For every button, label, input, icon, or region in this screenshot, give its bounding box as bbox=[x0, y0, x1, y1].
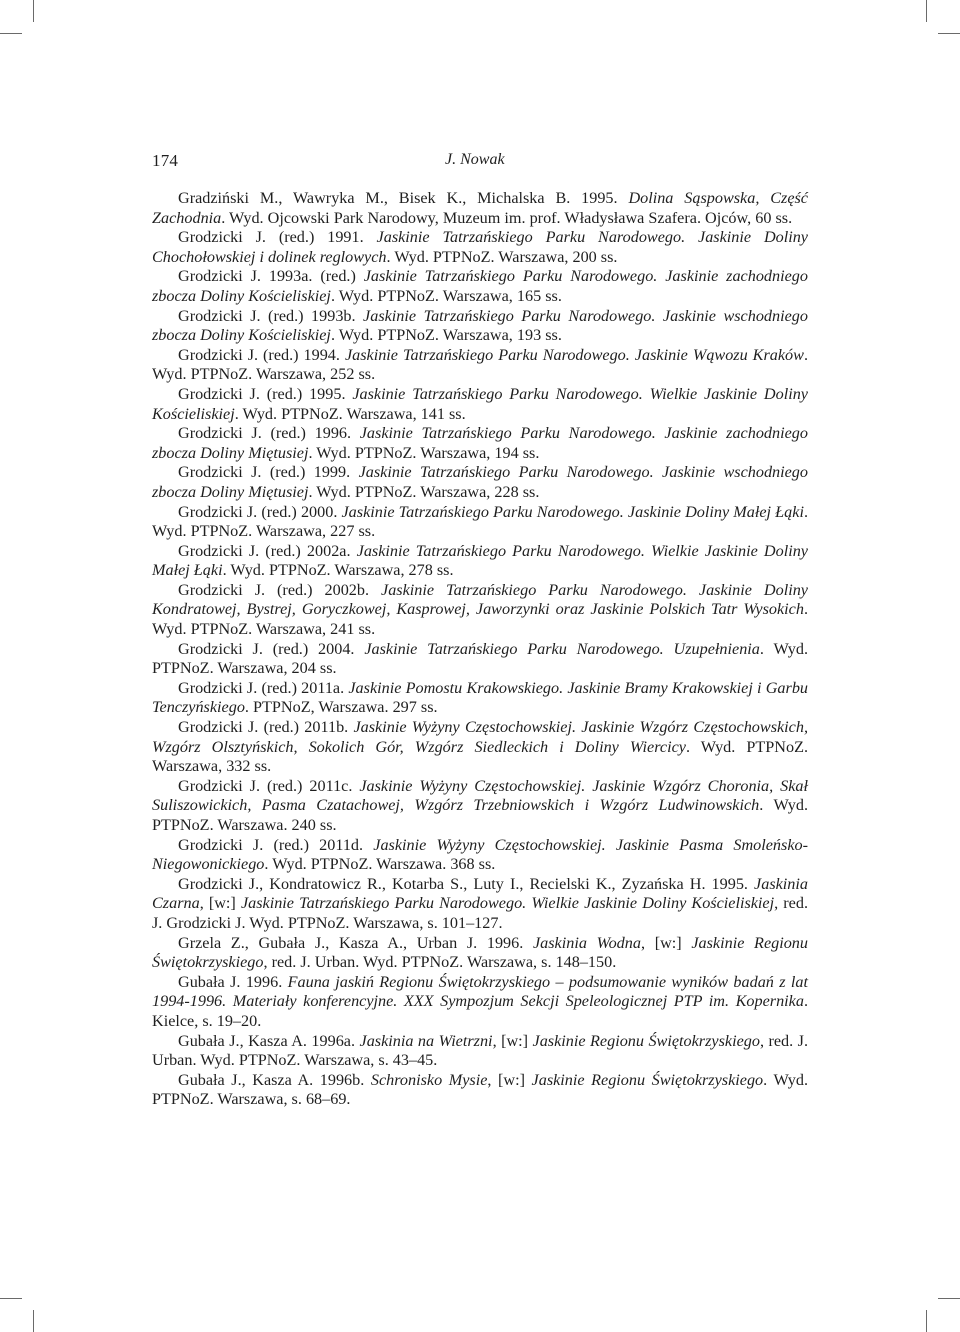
page-number: 174 bbox=[152, 151, 179, 170]
reference-rest: , [w:] bbox=[640, 933, 692, 952]
reference-title: Jaskinie Tatrzańskiego Parku Narodowego. Jaskinie zachodniego zbocza Doliny Miętusiej bbox=[152, 424, 808, 462]
reference-title: Jaskinie Wyżyny Częstochowskiej. Jaskinie Wzgórz Choronia, Skał Suliszowickich, Pasma Czatachowej, Wzgórz Trzebniowskich i Wzgórz Ludwinowskich bbox=[152, 776, 808, 815]
reference-rest: . Wyd. PTPNoZ. Warszawa, 227 ss. bbox=[152, 502, 808, 541]
reference-title2: Jaskinie Tatrzańskiego Parku Narodowego. Wielkie Jaskinie Doliny Kościeliskiej bbox=[240, 894, 775, 913]
reference-rest: . Wyd. PTPNoZ. Warszawa, 278 ss. bbox=[222, 561, 454, 580]
reference-authors: Grodzicki J. (red.) 1994. bbox=[178, 345, 345, 364]
reference-rest: . Wyd. PTPNoZ. Warszawa. 240 ss. bbox=[152, 796, 808, 834]
reference-title: Jaskinie Tatrzańskiego Parku Narodowego. Jaskinie wschodniego zbocza Doliny Miętusiej bbox=[152, 463, 808, 501]
reference-title: Fauna jaskiń Regionu Świętokrzyskiego – podsumowanie wyników badań z lat 1994-1996. Materiały konferencyjne. XXX Sympozjum Sekcji Speleologicznej PTP im. Kopernika bbox=[152, 972, 809, 1011]
reference-entry bbox=[152, 267, 808, 306]
reference-entry bbox=[152, 1071, 808, 1110]
reference-title: Jaskinia na Wietrzni bbox=[359, 1031, 493, 1050]
reference-title: Jaskinie Tatrzańskiego Parku Narodowego. Jaskinie Doliny Chochołowskiej i dolinek reglowych bbox=[152, 228, 808, 266]
reference-rest: . Wyd. PTPNoZ. Warszawa, 332 ss. bbox=[152, 737, 809, 776]
reference-title: Schronisko Mysie bbox=[370, 1070, 488, 1089]
reference-title: Jaskinie Tatrzańskiego Parku Narodowego. Jaskinie zachodniego zbocza Doliny Kościeliskiej bbox=[152, 267, 808, 305]
reference-authors: Gubała J., Kasza A. 1996b. bbox=[178, 1070, 371, 1089]
crop-mark-top-left-h bbox=[0, 33, 22, 34]
reference-authors: Gradziński M., Wawryka M., Bisek K., Michalska B. 1995. bbox=[178, 189, 629, 207]
reference-authors: Grodzicki J. (red.) 1995. bbox=[178, 384, 353, 403]
reference-entry bbox=[152, 542, 808, 581]
reference-rest2: , red. J. Grodzicki J. Wyd. PTPNoZ. Warszawa, s. 101–127. bbox=[152, 894, 809, 932]
reference-entry bbox=[152, 346, 808, 385]
reference-entry bbox=[152, 581, 808, 640]
reference-title: Jaskinie Tatrzańskiego Parku Narodowego. Jaskinie wschodniego zbocza Doliny Kościeliskiej bbox=[152, 306, 808, 345]
reference-entry bbox=[152, 307, 808, 346]
reference-authors: Grodzicki J. (red.) 2011b. bbox=[178, 718, 354, 737]
crop-mark-top-right-h bbox=[938, 33, 960, 34]
reference-title2: Jaskinie Regionu Świętokrzyskiego bbox=[152, 933, 808, 972]
running-head: J. Nowak bbox=[445, 151, 505, 168]
reference-entry bbox=[152, 189, 808, 228]
reference-authors: Grodzicki J. (red.) 1999. bbox=[178, 463, 359, 482]
reference-rest: . Wyd. PTPNoZ. Warszawa, 141 ss. bbox=[234, 404, 466, 423]
reference-authors: Grodzicki J. 1993a. (red.) bbox=[178, 267, 364, 286]
reference-authors: Grodzicki J. (red.) 1996. bbox=[178, 424, 360, 443]
crop-mark-bottom-left-h bbox=[0, 1298, 22, 1299]
reference-title: Jaskinie Tatrzańskiego Parku Narodowego. Wielkie Jaskinie Doliny Małej Łąki bbox=[152, 541, 808, 580]
crop-mark-bottom-right-h bbox=[938, 1298, 960, 1299]
reference-entry bbox=[152, 973, 808, 1032]
reference-entry bbox=[152, 463, 808, 502]
reference-title: Jaskinie Wyżyny Częstochowskiej. Jaskinie Wzgórz Częstochowskich, Wzgórz Olsztyńskich, Sokolich Gór, Wzgórz Siedleckich i Doliny Wiercicy bbox=[152, 718, 809, 756]
reference-entry bbox=[152, 1032, 808, 1071]
reference-entry bbox=[152, 228, 808, 267]
reference-rest: . PTPNoZ, Warszawa. 297 ss. bbox=[244, 698, 438, 717]
reference-entry bbox=[152, 875, 808, 934]
reference-authors: Grodzicki J. (red.) 2000. bbox=[178, 502, 342, 521]
reference-authors: Grodzicki J. (red.) 2011d. bbox=[178, 835, 374, 854]
reference-authors: Grodzicki J. (red.) 2011c. bbox=[178, 776, 360, 795]
reference-rest: . Wyd. PTPNoZ. Warszawa, 200 ss. bbox=[386, 247, 618, 266]
reference-authors: Gubała J., Kasza A. 1996a. bbox=[178, 1031, 360, 1050]
reference-rest2: , red. J. Urban. Wyd. PTPNoZ. Warszawa, s. 43–45. bbox=[152, 1031, 809, 1070]
reference-rest2: . Wyd. PTPNoZ. Warszawa, s. 68–69. bbox=[152, 1070, 808, 1109]
crop-mark-bottom-left-v bbox=[33, 1310, 34, 1332]
reference-authors: Grodzicki J. (red.) 1991. bbox=[178, 228, 377, 247]
reference-entry bbox=[152, 640, 808, 679]
reference-title: Jaskinie Pomostu Krakowskiego. Jaskinie Bramy Krakowskiej i Garbu Tenczyńskiego bbox=[152, 678, 809, 717]
reference-title: Jaskinia Wodna bbox=[532, 933, 641, 952]
reference-rest: . Wyd. PTPNoZ. Warszawa. 368 ss. bbox=[264, 855, 496, 874]
reference-authors: Grodzicki J. (red.) 2002a. bbox=[178, 541, 357, 560]
crop-mark-top-left-v bbox=[33, 0, 34, 22]
reference-entry bbox=[152, 385, 808, 424]
reference-rest: , [w:] bbox=[492, 1031, 533, 1050]
reference-rest: . Wyd. PTPNoZ. Warszawa, 193 ss. bbox=[330, 326, 562, 345]
reference-authors: Grodzicki J. (red.) 2002b. bbox=[178, 580, 382, 599]
reference-title: Jaskinie Tatrzańskiego Parku Narodowego. Jaskinie Doliny Małej Łąki bbox=[341, 502, 804, 521]
reference-title2: Jaskinie Regionu Świętokrzyskiego bbox=[532, 1031, 760, 1050]
reference-authors: Grodzicki J., Kondratowicz R., Kotarba S., Luty I., Recielski K., Zyzańska H. 1995. bbox=[178, 874, 755, 893]
reference-title: Jaskinia Czarna bbox=[152, 874, 808, 913]
reference-list bbox=[152, 189, 808, 1110]
reference-title: Jaskinie Wyżyny Częstochowskiej. Jaskinie Pasma Smoleńsko-Niegowonickiego bbox=[152, 835, 808, 874]
reference-rest: , [w:] bbox=[487, 1070, 532, 1089]
reference-title: Dolina Sąspowska, Część Zachodnia bbox=[152, 189, 808, 227]
reference-entry bbox=[152, 424, 808, 463]
reference-rest: , [w:] bbox=[199, 894, 241, 913]
reference-title: Jaskinie Tatrzańskiego Parku Narodowego. Wielkie Jaskinie Doliny Kościeliskiej bbox=[152, 384, 808, 423]
reference-authors: Grodzicki J. (red.) 2011a. bbox=[178, 678, 349, 697]
reference-authors: Grzela Z., Gubała J., Kasza A., Urban J. 1996. bbox=[178, 933, 533, 952]
reference-authors: Gubała J. 1996. bbox=[178, 972, 288, 991]
crop-mark-top-right-v bbox=[926, 0, 927, 22]
reference-authors: Grodzicki J. (red.) 1993b. bbox=[178, 306, 364, 325]
reference-entry bbox=[152, 718, 808, 777]
crop-mark-bottom-right-v bbox=[926, 1310, 927, 1332]
reference-rest: . Wyd. PTPNoZ. Warszawa, 165 ss. bbox=[330, 286, 562, 305]
reference-entry bbox=[152, 503, 808, 542]
reference-rest: . Wyd. PTPNoZ. Warszawa, 252 ss. bbox=[152, 345, 808, 384]
reference-title: Jaskinie Tatrzańskiego Parku Narodowego. Uzupełnienia bbox=[364, 639, 760, 658]
reference-entry bbox=[152, 934, 808, 973]
reference-rest: . Wyd. PTPNoZ. Warszawa, 228 ss. bbox=[308, 482, 540, 501]
reference-title2: Jaskinie Regionu Świętokrzyskiego bbox=[531, 1070, 764, 1089]
reference-rest: . Kielce, s. 19–20. bbox=[152, 992, 808, 1030]
reference-entry bbox=[152, 679, 808, 718]
reference-authors: Grodzicki J. (red.) 2004. bbox=[178, 639, 365, 658]
reference-entry bbox=[152, 777, 808, 836]
reference-rest: . Wyd. Ojcowski Park Narodowy, Muzeum im. prof. Władysława Szafera. Ojców, 60 ss. bbox=[221, 208, 793, 227]
reference-title: Jaskinie Tatrzańskiego Parku Narodowego. Jaskinie Wąwozu Kraków bbox=[344, 345, 804, 364]
reference-rest: . Wyd. PTPNoZ. Warszawa, 204 ss. bbox=[152, 639, 808, 678]
reference-entry bbox=[152, 836, 808, 875]
reference-rest2: , red. J. Urban. Wyd. PTPNoZ. Warszawa, s. 148–150. bbox=[263, 953, 617, 972]
reference-title: Jaskinie Tatrzańskiego Parku Narodowego. Jaskinie Doliny Kondratowej, Bystrej, Goryczkowej, Kasprowej, Jaworzynki oraz Jaskinie Polskich Tatr Wysokich bbox=[152, 580, 808, 619]
reference-rest: . Wyd. PTPNoZ. Warszawa, 241 ss. bbox=[152, 600, 808, 639]
reference-rest: . Wyd. PTPNoZ. Warszawa, 194 ss. bbox=[308, 443, 540, 462]
